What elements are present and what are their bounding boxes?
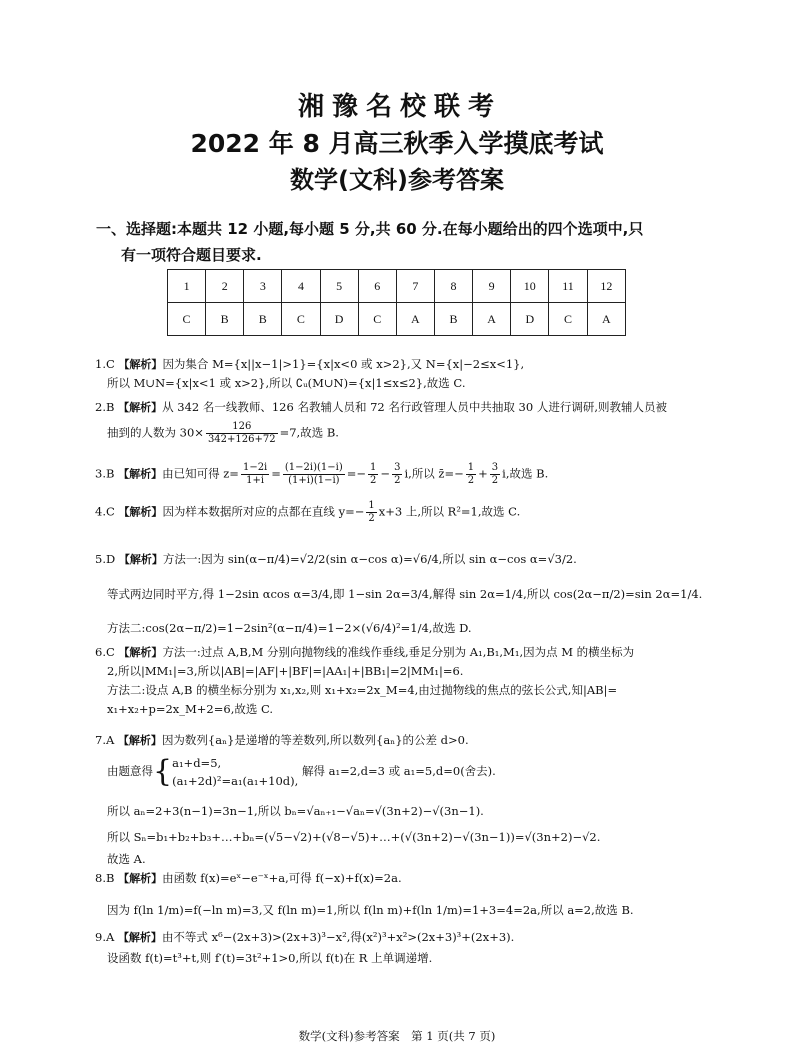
q3-text: = xyxy=(271,466,281,481)
section-heading xyxy=(96,216,696,268)
q6-line4: x₁+x₂+p=2x_M+2=6,故选 C. xyxy=(107,702,274,716)
answer-cell: C xyxy=(282,303,320,336)
q8-number: 8.B xyxy=(95,871,115,885)
numerator: (1−2i)(1−i) xyxy=(284,462,343,473)
equation-2: (a₁+2d)²=a₁(a₁+10d), xyxy=(172,774,299,788)
q6-number: 6.C xyxy=(95,645,115,659)
solution-q9 xyxy=(95,927,514,968)
question-number: 5 xyxy=(320,270,358,303)
analysis-tag: 【解析】 xyxy=(117,734,162,747)
denominator: (1+i)(1−i) xyxy=(288,475,340,486)
q3-text: − xyxy=(380,466,391,481)
numerator: 3 xyxy=(394,462,401,473)
exam-title: 2022 年 8 月高三秋季入学摸底考试 xyxy=(190,129,604,158)
q5-number: 5.D xyxy=(95,552,116,566)
q2-line2 xyxy=(95,421,667,446)
equation-1: a₁+d=5, xyxy=(172,756,222,770)
q3-number: 3.B xyxy=(95,466,115,481)
q3-text: 由已知可得 z= xyxy=(162,466,239,481)
analysis-tag: 【解析】 xyxy=(118,467,163,481)
answer-table-numbers-row xyxy=(168,270,626,303)
fraction xyxy=(490,462,500,487)
answer-cell: A xyxy=(587,303,625,336)
answer-cell: D xyxy=(511,303,549,336)
q3-text: + xyxy=(478,466,488,481)
q9-line1: 由不等式 x⁶−(2x+3)>(2x+3)³−x²,得(x²)³+x²>(2x+3)³+(2x+3). xyxy=(161,930,515,944)
question-number: 3 xyxy=(244,270,282,303)
question-number: 10 xyxy=(511,270,549,303)
answer-cell: B xyxy=(244,303,282,336)
page-footer: 数学(文科)参考答案 第 1 页(共 7 页) xyxy=(298,1029,496,1043)
fraction xyxy=(366,500,376,525)
q7-text-a: 由题意得 xyxy=(107,764,153,778)
q3-text: i,所以 z̄=− xyxy=(404,466,464,481)
question-number: 2 xyxy=(206,270,244,303)
q8-line2: 因为 f(ln 1/m)=f(−ln m)=3,又 f(ln m)=1,所以 f(ln m)+f(ln 1/m)=1+3=4=2a,所以 a=2,故选 B. xyxy=(107,903,634,917)
analysis-tag: 【解析】 xyxy=(118,505,163,519)
numerator: 1−2i xyxy=(242,462,268,473)
q7-line3: 所以 aₙ=2+3(n−1)=3n−1,所以 bₙ=√aₙ₊₁−√aₙ=√(3n+2)−√(3n−1). xyxy=(107,804,484,818)
numerator: 1 xyxy=(467,462,475,473)
question-number: 7 xyxy=(396,270,434,303)
q5-line3: 方法二:cos(2α−π/2)=1−2sin²(α−π/4)=1−2×(√6/4)²=1/4,故选 D. xyxy=(107,621,472,635)
question-number: 8 xyxy=(434,270,472,303)
solution-q7 xyxy=(95,731,600,868)
fraction xyxy=(466,462,476,487)
fraction xyxy=(392,462,402,487)
section-heading-line1: 一、选择题:本题共 12 小题,每小题 5 分,共 60 分.在每小题给出的四个选项中,只 xyxy=(96,220,644,238)
fraction xyxy=(206,421,278,446)
question-number: 4 xyxy=(282,270,320,303)
equation-system xyxy=(172,754,298,790)
q2-text-a: 抽到的人数为 30× xyxy=(107,425,204,440)
question-number: 6 xyxy=(358,270,396,303)
q6-line2: 2,所以|MM₁|=3,所以|AB|=|AF|+|BF|=|AA₁|+|BB₁|=2|MM₁|=6. xyxy=(107,664,464,678)
answer-cell: B xyxy=(434,303,472,336)
q2-text-b: =7,故选 B. xyxy=(279,425,339,440)
q5-line2: 等式两边同时平方,得 1−2sin αcos α=3/4,即 1−sin 2α=3/4,解得 sin 2α=1/4,所以 cos(2α−π/2)=sin 2α=1/4. xyxy=(107,587,703,601)
q6-line1: 方法一:过点 A,B,M 分别向抛物线的准线作垂线,垂足分别为 A₁,B₁,M₁,因为点 M 的横坐标为 xyxy=(162,645,635,659)
solution-q6 xyxy=(95,643,634,719)
numerator: 3 xyxy=(491,462,499,473)
answer-cell: C xyxy=(549,303,587,336)
q3-text: =− xyxy=(346,466,367,481)
analysis-tag: 【解析】 xyxy=(117,931,162,944)
q3-text: i,故选 B. xyxy=(502,466,549,481)
analysis-tag: 【解析】 xyxy=(118,553,163,566)
denominator: 2 xyxy=(394,475,401,486)
q1-number: 1.C xyxy=(95,357,115,371)
numerator: 126 xyxy=(206,421,278,434)
question-number: 1 xyxy=(168,270,206,303)
page-title: 湘豫名校联考 xyxy=(297,92,502,122)
answer-table-answers-row xyxy=(168,303,626,336)
answer-cell: A xyxy=(396,303,434,336)
q9-number: 9.A xyxy=(95,930,115,944)
q1-line2: 所以 M∪N={x|x<1 或 x>2},所以 ∁ᵤ(M∪N)={x|1≤x≤2},故选 C. xyxy=(107,376,466,390)
q5-line1: 方法一:因为 sin(α−π/4)=√2/2(sin α−cos α)=√6/4,所以 sin α−cos α=√3/2. xyxy=(162,552,577,566)
answer-cell: C xyxy=(358,303,396,336)
q2-line1: 从 342 名一线教师、126 名教辅人员和 72 名行政管理人员中共抽取 30 人进行调研,则教辅人员被 xyxy=(162,400,668,414)
solution-q1 xyxy=(95,355,524,392)
q1-line1: 因为集合 M={x||x−1|>1}={x|x<0 或 x>2},又 N={x|−2≤x<1}, xyxy=(162,357,525,371)
numerator: 1 xyxy=(368,500,375,511)
q7-number: 7.A xyxy=(95,733,115,747)
analysis-tag: 【解析】 xyxy=(118,646,163,659)
q4-text: 因为样本数据所对应的点都在直线 y=− xyxy=(162,504,365,519)
fraction xyxy=(241,462,269,487)
analysis-tag: 【解析】 xyxy=(118,358,163,371)
solution-q4 xyxy=(95,500,520,525)
left-brace: { xyxy=(153,754,173,789)
answer-cell: A xyxy=(473,303,511,336)
doc-subtitle: 数学(文科)参考答案 xyxy=(290,166,504,194)
solution-q3 xyxy=(95,462,548,487)
answer-cell: D xyxy=(320,303,358,336)
denominator: 2 xyxy=(370,475,377,486)
denominator: 2 xyxy=(368,513,375,524)
fraction xyxy=(283,462,345,487)
q7-line4: 所以 Sₙ=b₁+b₂+b₃+…+bₙ=(√5−√2)+(√8−√5)+…+(√(3n+2)−√(3n−1))=√(3n+2)−√2. xyxy=(107,830,601,844)
analysis-tag: 【解析】 xyxy=(118,872,163,885)
denominator: 342+126+72 xyxy=(207,434,276,445)
q7-line1: 因为数列{aₙ}是递增的等差数列,所以数列{aₙ}的公差 d>0. xyxy=(161,733,469,747)
denominator: 2 xyxy=(467,475,475,486)
q7-line5: 故选 A. xyxy=(107,852,146,866)
q4-text: x+3 上,所以 R²=1,故选 C. xyxy=(378,504,521,519)
answer-cell: C xyxy=(168,303,206,336)
answer-cell: B xyxy=(206,303,244,336)
question-number: 12 xyxy=(587,270,625,303)
header xyxy=(0,88,794,198)
fraction xyxy=(368,462,378,487)
question-number: 9 xyxy=(473,270,511,303)
q7-line2 xyxy=(95,754,600,790)
denominator: 1+i xyxy=(246,475,265,486)
q6-line3: 方法二:设点 A,B 的横坐标分别为 x₁,x₂,则 x₁+x₂=2x_M=4,由过抛物线的焦点的弦长公式,知|AB|= xyxy=(107,683,618,697)
analysis-tag: 【解析】 xyxy=(118,401,163,414)
solution-q8 xyxy=(95,869,634,926)
solution-q2 xyxy=(95,398,667,446)
q9-line2: 设函数 f(t)=t³+t,则 f′(t)=3t²+1>0,所以 f(t)在 R 上单调递增. xyxy=(107,951,433,965)
q7-text-b: 解得 a₁=2,d=3 或 a₁=5,d=0(舍去). xyxy=(301,764,496,778)
answer-table xyxy=(167,269,626,336)
section-heading-line2: 有一项符合题目要求. xyxy=(121,246,262,264)
q8-line1: 由函数 f(x)=eˣ−e⁻ˣ+a,可得 f(−x)+f(x)=2a. xyxy=(162,871,402,885)
q4-number: 4.C xyxy=(95,504,115,519)
question-number: 11 xyxy=(549,270,587,303)
q2-number: 2.B xyxy=(95,400,115,414)
denominator: 2 xyxy=(491,475,499,486)
numerator: 1 xyxy=(370,462,377,473)
solution-q5 xyxy=(95,542,702,645)
